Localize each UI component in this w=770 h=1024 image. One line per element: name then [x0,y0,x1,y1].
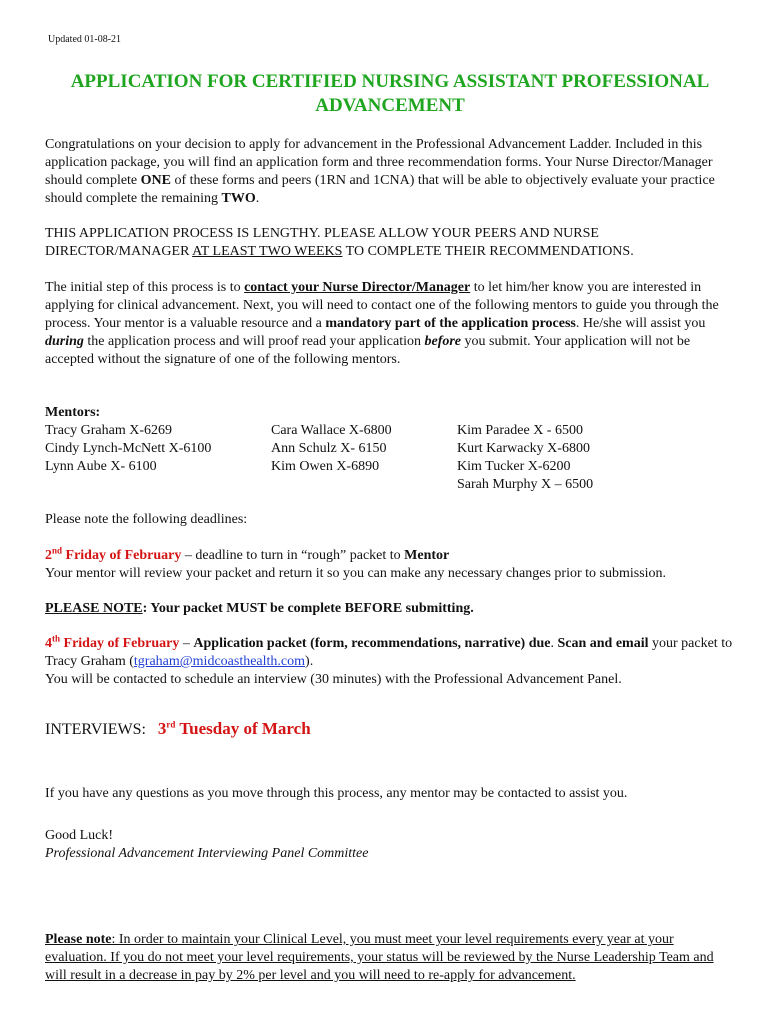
committee-signature: Professional Advancement Interviewing Panel Committee [45,846,369,861]
mentor-entry: Kim Tucker X-6200 [457,459,571,474]
title-line-1: APPLICATION FOR CERTIFIED NURSING ASSISTANT PROFESSIONAL [70,71,710,92]
mentor-entry: Sarah Murphy X – 6500 [457,477,594,492]
deadline-text: ). [305,654,314,669]
mandatory-text: mandatory part of the application process [325,316,576,331]
lengthy-text: THIS APPLICATION PROCESS IS LENGTHY. PLEASE ALLOW YOUR PEERS AND NURSE DIRECTOR/MANAGER [45,226,599,259]
deadline-rough-date: 2nd Friday of February [45,545,182,563]
deadline-packet-date: 4th Friday of February [45,633,180,651]
initial-text: The initial step of this process is to [45,280,245,295]
mentor-entry: Ann Schulz X- 6150 [271,441,387,456]
interviews-line [45,718,735,741]
footer-note [45,931,730,985]
deadline-rough-packet [45,547,735,583]
during-text: during [45,334,84,349]
mentor-entry: Tracy Graham X-6269 [45,423,173,438]
intro-two: TWO [221,191,256,206]
initial-step-paragraph [45,279,735,369]
interviews-label: INTERVIEWS: [45,721,146,738]
mentors-column-1 [45,422,211,476]
deadline-rough-note: Your mentor will review your packet and return it so you can make any necessary changes prior to submission. [45,566,667,581]
contact-director-text: contact your Nurse Director/Manager [244,280,471,295]
deadline-application-packet [45,635,735,689]
deadlines-intro: Please note the following deadlines: [45,512,248,527]
updated-date: Updated 01-08-21 [48,34,122,45]
please-note-label: PLEASE NOTE [45,601,143,616]
deadline-text: – [179,636,194,651]
please-note-text: : Your packet MUST be complete BEFORE submitting. [142,601,474,616]
mentors-heading: Mentors: [45,405,101,420]
closing [45,827,735,863]
intro-text: Congratulations on your decision to apply for advancement in the Professional Advancement Ladder. Included in this application package, you will find an application form and three recommendation forms. Your Nurse Director/Manager should complete [45,137,713,188]
before-text: before [424,334,462,349]
intro-paragraph [45,136,735,208]
mentor-word: Mentor [404,548,450,563]
intro-text: . [255,191,260,206]
deadline-text: . [550,636,558,651]
intro-one: ONE [140,173,171,188]
scan-email-text: Scan and email [557,636,649,651]
questions-paragraph: If you have any questions as you move through this process, any mentor may be contacted to assist you. [45,786,628,801]
please-note-complete [45,600,735,618]
packet-due-text: Application packet (form, recommendations, narrative) due [193,636,551,651]
initial-text: to let him/her know you are interested in applying for clinical advancement. Next, you will need to contact one of the following mentors to guide you through the process. Your mentor is a valuable resource and a [45,280,719,331]
initial-text: you submit. Your application will not be accepted without the signature of one of the following mentors. [45,334,691,367]
title-line-2: ADVANCEMENT [315,95,465,116]
mentor-entry: Cindy Lynch-McNett X-6100 [45,441,212,456]
lengthy-paragraph [45,225,735,261]
good-luck: Good Luck! [45,828,114,843]
lengthy-two-weeks: AT LEAST TWO WEEKS [192,244,343,259]
mentor-entry: Lynn Aube X- 6100 [45,459,157,474]
mentors-column-3 [457,422,593,494]
document-title [30,70,750,118]
mentor-entry: Kim Owen X-6890 [271,459,380,474]
deadline-text: – deadline to turn in “rough” packet to [181,548,405,563]
footer-note-text: : In order to maintain your Clinical Level, you must meet your level requirements every year at your evaluation. If you do not meet your level requirements, your status will be reviewed by the Nurse Leadership Team and will result in a decrease in pay by 2% per level and you will need to re-apply for advancement. [45,932,714,983]
interviews-date: 3rd Tuesday of March [157,719,311,738]
intro-text: of these forms and peers (1RN and 1CNA) that will be able to objectively evaluate your practice should complete the remaining [45,173,715,206]
mentor-entry: Kim Paradee X - 6500 [457,423,583,438]
interview-schedule-note: You will be contacted to schedule an interview (30 minutes) with the Professional Advancement Panel. [45,672,622,687]
deadline-text: your packet to Tracy Graham ( [45,636,733,669]
mentor-entry: Kurt Karwacky X-6800 [457,441,590,456]
initial-text: the application process and will proof read your application [83,334,425,349]
lengthy-text: TO COMPLETE THEIR RECOMMENDATIONS. [342,244,634,259]
footer-note-label: Please note [45,932,112,947]
mentors-column-2 [271,422,392,476]
email-link[interactable]: tgraham@midcoasthealth.com [133,654,306,669]
initial-text: . He/she will assist you [575,316,706,331]
mentor-entry: Cara Wallace X-6800 [271,423,392,438]
